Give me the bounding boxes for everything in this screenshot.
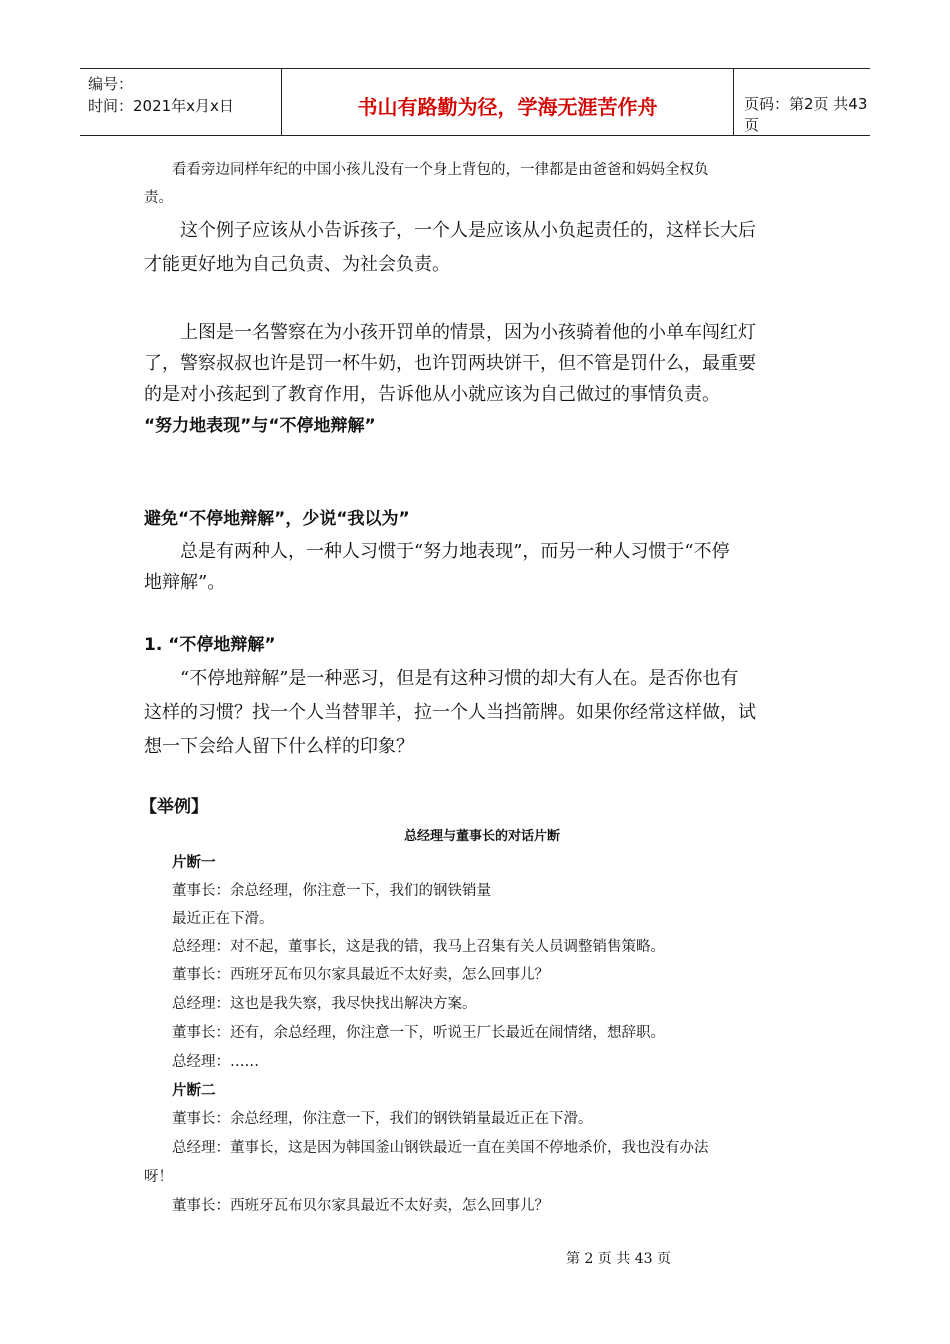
date-label: 时间：2021年x月x日 [88,97,234,115]
paragraph-line: 地辩解”。 [144,572,226,593]
paragraph-line: 了，警察叔叔也许是罚一杯牛奶，也许罚两块饼干，但不管是罚什么，最重要 [144,353,756,374]
dialog-line: 董事长：余总经理，你注意一下，我们的钢铁销量 [172,883,491,899]
header-motto: 书山有路勤为径，学海无涯苦作舟 [282,69,734,135]
page-footer: 第 2 页 共 43 页 [566,1251,671,1267]
dialog-line: 董事长：余总经理，你注意一下，我们的钢铁销量最近正在下滑。 [172,1111,593,1127]
section-heading: 避免“不停地辩解”，少说“我以为” [144,509,410,529]
paragraph-line: 想一下会给人留下什么样的印象？ [144,736,414,757]
dialog-line: 总经理：…… [172,1054,259,1070]
dialog-line: 总经理：董事长，这是因为韩国釜山钢铁最近一直在美国不停地杀价，我也没有办法 [172,1140,709,1156]
dialog-line: 董事长：还有，余总经理，你注意一下，听说王厂长最近在闹情绪，想辞职。 [172,1025,665,1041]
paragraph-line: 总是有两种人，一种人习惯于“努力地表现”，而另一种人习惯于“不停 [180,541,730,562]
fragment-heading: 片断一 [172,854,216,871]
dialog-line: 总经理：对不起，董事长，这是我的错，我马上召集有关人员调整销售策略。 [172,939,665,955]
dialog-line: 最近正在下滑。 [172,911,274,927]
dialog-line: 呀！ [144,1169,173,1185]
code-label: 编号： [88,75,134,93]
paragraph-line: 这个例子应该从小告诉孩子，一个人是应该从小负起责任的，这样长大后 [180,220,756,241]
dialog-line: 总经理：这也是我失察，我尽快找出解决方案。 [172,996,477,1012]
fragment-heading: 片断二 [172,1082,216,1099]
paragraph-line: “不停地辩解”是一种恶习，但是有这种习惯的却大有人在。是否你也有 [180,668,739,689]
paragraph-line: 这样的习惯？找一个人当替罪羊，拉一个人当挡箭牌。如果你经常这样做，试 [144,702,756,723]
paragraph-line: 的是对小孩起到了教育作用，告诉他从小就应该为自己做过的事情负责。 [144,384,720,405]
header-meta [80,69,282,135]
dialog-line: 董事长：西班牙瓦布贝尔家具最近不太好卖，怎么回事儿？ [172,1198,549,1214]
paragraph-line: 看看旁边同样年纪的中国小孩儿没有一个身上背包的，一律都是由爸爸和妈妈全权负 [172,162,709,178]
section-heading: 1. “不停地辩解” [144,635,276,655]
paragraph-line: 责。 [144,190,173,206]
page-header [80,68,870,136]
example-label: 【举例】 [140,797,208,817]
paragraph-line: 才能更好地为自己负责、为社会负责。 [144,254,450,275]
paragraph-line: 上图是一名警察在为小孩开罚单的情景，因为小孩骑着他的小单车闯红灯 [180,322,756,343]
dialog-line: 董事长：西班牙瓦布贝尔家具最近不太好卖，怎么回事儿？ [172,967,549,983]
header-page-info: 页码：第2页 共43页 [744,95,868,134]
dialog-title: 总经理与董事长的对话片断 [404,829,561,844]
section-heading: “努力地表现”与“不停地辩解” [144,416,376,436]
